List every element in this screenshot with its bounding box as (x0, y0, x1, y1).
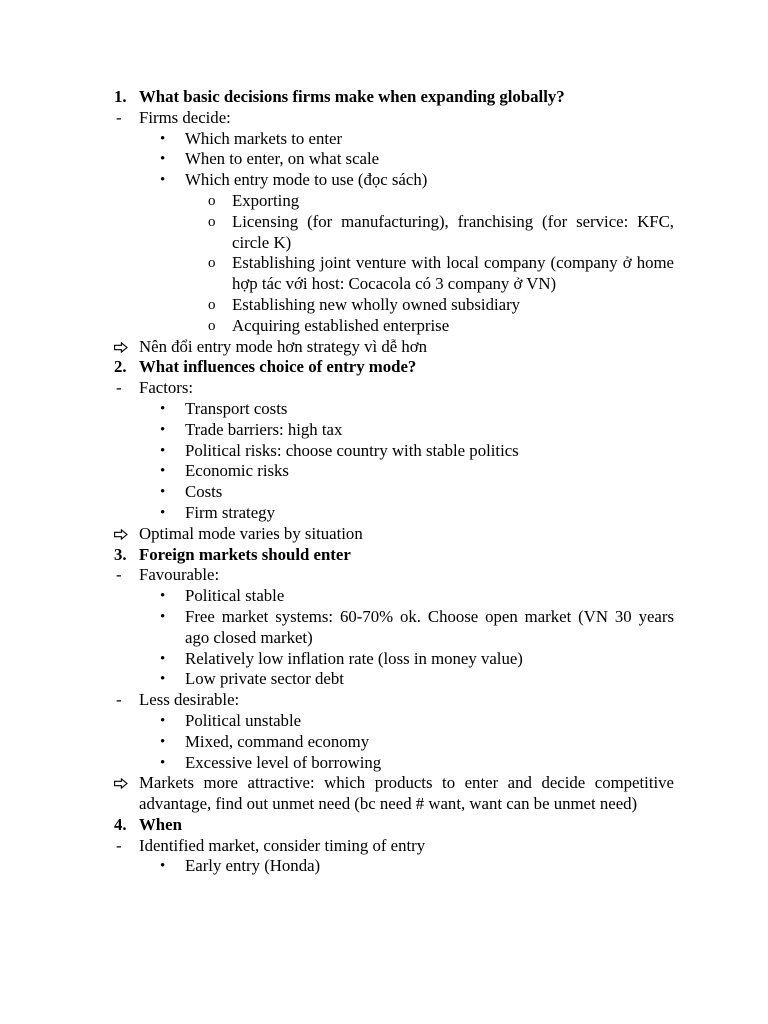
less-desirable-label: - Less desirable: (116, 690, 240, 710)
right-arrow-outline-icon (114, 337, 128, 353)
bullet-marker: • (160, 421, 166, 438)
section-2-conclusion: Optimal mode varies by situation (114, 524, 674, 545)
bullet-marker: • (160, 504, 166, 521)
list-item: • Mixed, command economy (160, 731, 370, 751)
bullet-marker: • (160, 130, 166, 147)
section-title: What basic decisions firms make when expanding globally? (139, 87, 565, 106)
sub-bullet-marker: o (208, 213, 216, 230)
bullet-marker: • (160, 172, 166, 189)
bullet-marker: • (160, 442, 166, 459)
list-item: • Political unstable (160, 710, 302, 730)
bullet-marker: • (160, 712, 166, 729)
list-item: • Economic risks (160, 461, 289, 481)
bullet-marker: • (160, 484, 166, 501)
section-4-intro: - Identified market, consider timing of entry (116, 835, 426, 855)
bullet-marker: • (160, 588, 166, 605)
section-number: 3. (114, 544, 127, 564)
section-1-conclusion: Nên đổi entry mode hơn strategy vì dễ hơn (114, 337, 674, 358)
sub-list-item: o Licensing (for manufacturing), franchising (for service: KFC, circle K) (208, 211, 674, 252)
dash-marker: - (116, 565, 122, 585)
list-item: • Which entry mode to use (đọc sách) (160, 170, 428, 190)
section-title: Foreign markets should enter (139, 544, 351, 564)
list-item: • Early entry (Honda) (160, 856, 321, 876)
section-number: 1. (114, 87, 127, 106)
section-2-intro: - Factors: (116, 378, 194, 398)
list-item: • Which markets to enter (160, 128, 343, 148)
bullet-marker: • (160, 400, 166, 417)
section-number: 4. (114, 814, 127, 834)
sub-bullet-marker: o (208, 255, 216, 272)
bullet-marker: • (160, 608, 166, 625)
dash-marker: - (116, 690, 122, 710)
sub-bullet-marker: o (208, 317, 216, 334)
sub-list-item: o Exporting (208, 190, 300, 210)
right-arrow-outline-icon (114, 773, 128, 789)
favourable-label: - Favourable: (116, 565, 220, 585)
bullet-marker: • (160, 754, 166, 771)
list-item: • Low private sector debt (160, 669, 344, 689)
list-item: • Political risks: choose country with stable politics (160, 440, 519, 460)
list-item: • Firm strategy (160, 502, 275, 522)
section-4-heading (114, 815, 674, 836)
list-item: • Costs (160, 482, 223, 502)
section-title: What influences choice of entry mode? (139, 357, 417, 377)
dash-marker: - (116, 107, 122, 127)
list-item: • Relatively low inflation rate (loss in money value) (160, 648, 523, 668)
list-item: • Trade barriers: high tax (160, 419, 343, 439)
section-title: When (139, 814, 182, 834)
sub-list-item: o Establishing new wholly owned subsidiary (208, 294, 521, 314)
section-3-heading (114, 545, 674, 566)
section-1-heading (114, 87, 674, 108)
bullet-marker: • (160, 650, 166, 667)
bullet-marker: • (160, 151, 166, 168)
sub-list-item: o Establishing joint venture with local company (company ở home hợp tác với host: Cocacola có 3 company ở VN) (208, 253, 674, 294)
dash-marker: - (116, 378, 122, 398)
list-item: • Political stable (160, 586, 285, 606)
section-2-heading (114, 357, 674, 378)
bullet-marker: • (160, 858, 166, 875)
bullet-marker: • (160, 671, 166, 688)
right-arrow-outline-icon (114, 524, 128, 540)
list-item: • Excessive level of borrowing (160, 752, 382, 772)
section-3-conclusion: Markets more attractive: which products to enter and decide competitive advantage, find out unmet need (bc need # want, want can be unmet need) (114, 773, 674, 815)
sub-bullet-marker: o (208, 192, 216, 209)
section-1-intro: - Firms decide: (116, 107, 231, 127)
sub-bullet-marker: o (208, 296, 216, 313)
list-item: • When to enter, on what scale (160, 149, 380, 169)
document-content (114, 87, 674, 877)
section-number: 2. (114, 357, 127, 377)
list-item: • Free market systems: 60-70% ok. Choose open market (VN 30 years ago closed market) (160, 606, 674, 647)
bullet-marker: • (160, 733, 166, 750)
list-item: • Transport costs (160, 398, 288, 418)
dash-marker: - (116, 835, 122, 855)
sub-list-item: o Acquiring established enterprise (208, 315, 450, 335)
bullet-marker: • (160, 463, 166, 480)
